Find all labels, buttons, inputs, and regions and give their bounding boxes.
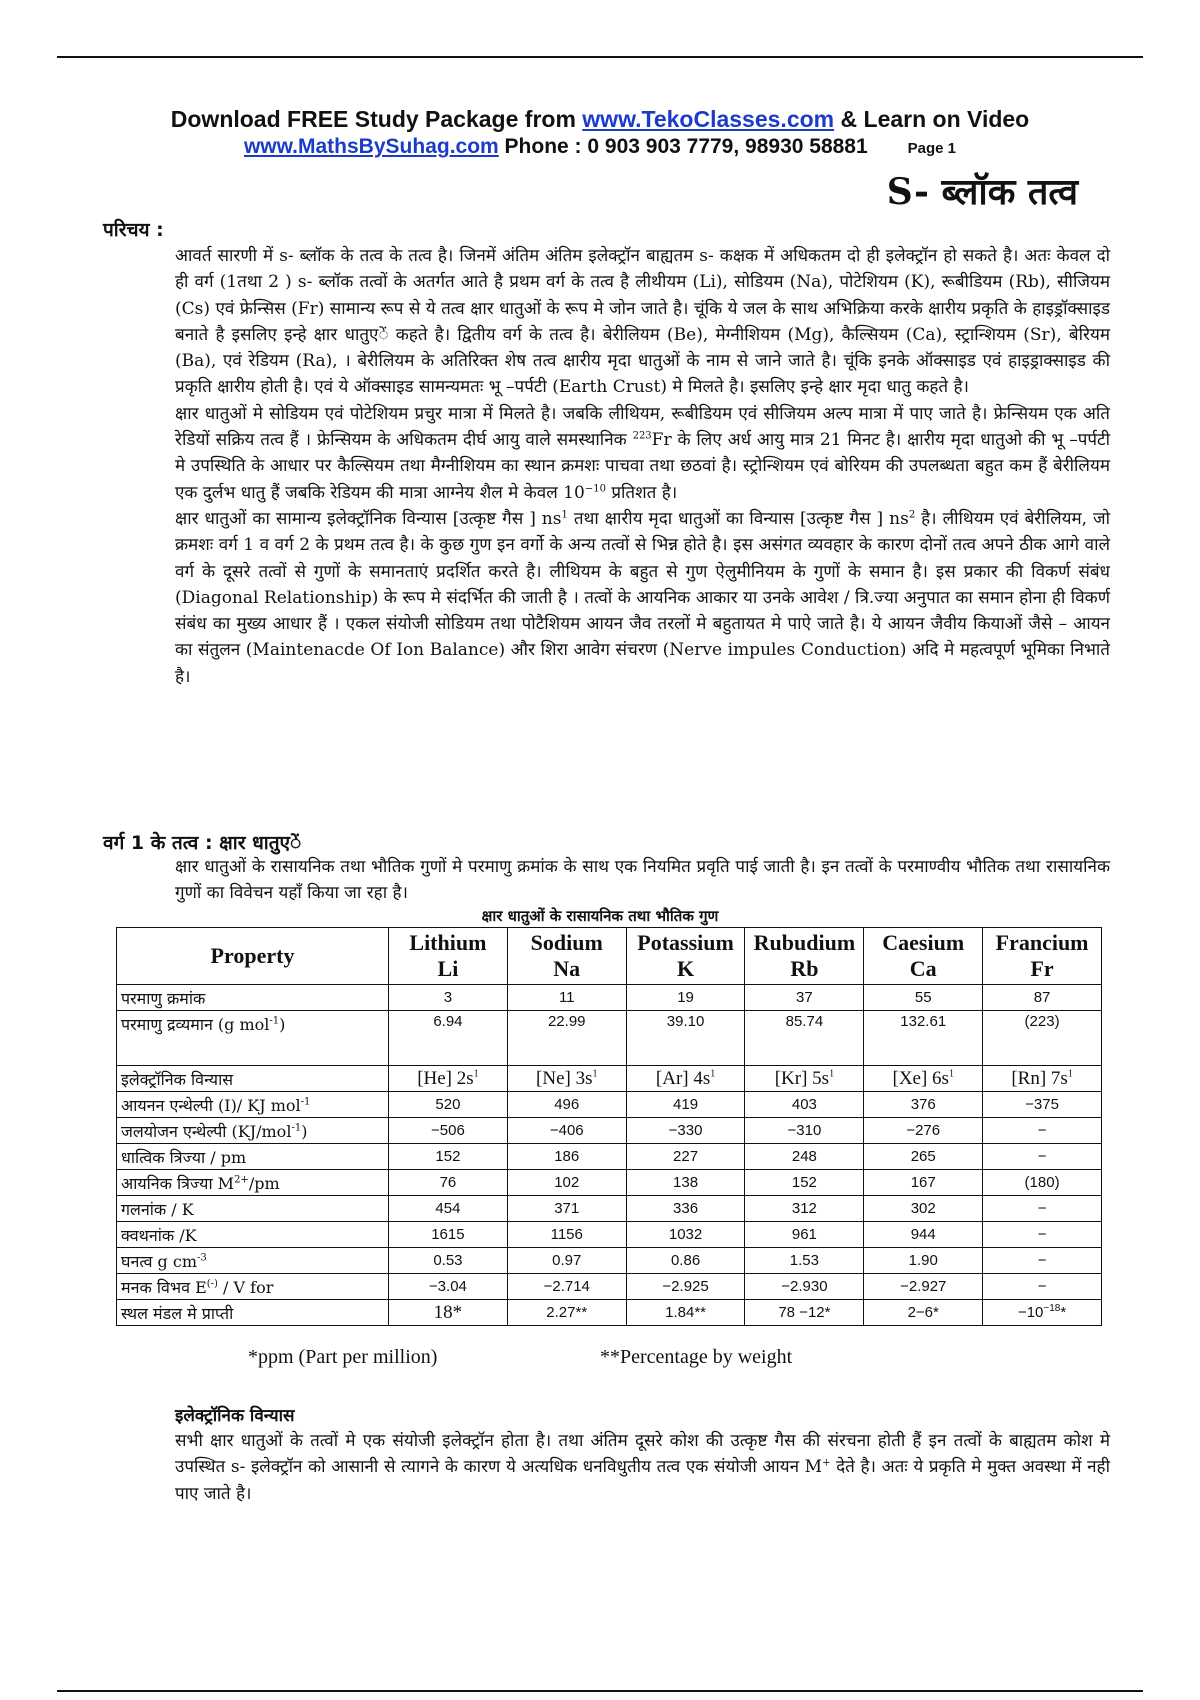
para2-text-a: क्षार धातुओं मे सोडियम एवं पोटेशियम प्रचुर मात्रा में मिलते है। जबकि लीथियम, रूबीडियम एवं सीजियम अल्प मात्रा में पाए जाते है। फ्रेन्सियम एक अति रेडियों सक्रिय तत्व हैं । फ्रेन्सियम के अधिकतम दीर्घ आयु वाले समस्थानिक — [175, 403, 1110, 451]
table-cell — [983, 1144, 1102, 1170]
table-cell — [983, 1066, 1102, 1092]
table-cell — [626, 1092, 745, 1118]
cell-value: 85.74 — [785, 1013, 824, 1030]
cell-value: 22.99 — [547, 1013, 586, 1030]
table-cell — [626, 1222, 745, 1248]
header-line-1 — [0, 106, 1200, 133]
table-cell — [507, 1118, 626, 1144]
table-cell — [864, 1092, 983, 1118]
cell-value: 419 — [673, 1096, 699, 1113]
cell-value: 0.97 — [552, 1252, 582, 1269]
table-cell — [745, 1196, 864, 1222]
para3-text-a: क्षार धातुओं का सामान्य इलेक्ट्रॉनिक विन्यास [उत्कृष्ट गैस ] ns — [175, 508, 562, 529]
header-line-2 — [0, 135, 1200, 159]
table-row — [117, 985, 1102, 1011]
table-cell — [864, 1066, 983, 1092]
cell-value: 87 — [1033, 989, 1051, 1006]
cell-value: 454 — [435, 1200, 461, 1217]
cell-value: 1.90 — [908, 1252, 938, 1269]
tekoclasses-link[interactable]: www.TekoClasses.com — [582, 106, 835, 132]
table-cell — [983, 985, 1102, 1011]
cell-value: [Xe] 6s — [892, 1067, 949, 1089]
mathsbysuhag-link[interactable]: www.MathsBySuhag.com — [243, 135, 499, 158]
table-cell — [983, 1170, 1102, 1196]
table-cell — [389, 1118, 508, 1144]
table-cell — [507, 1300, 626, 1326]
column-name: Rubudium — [753, 930, 856, 955]
cell-superscript: 1 — [473, 1068, 479, 1080]
property-label — [117, 1248, 389, 1274]
page-number: Page 1 — [907, 140, 957, 157]
electronic-config-heading: इलेक्ट्रॉनिक विन्यास — [175, 1406, 295, 1426]
table-cell — [389, 1300, 508, 1326]
table-cell — [983, 1248, 1102, 1274]
column-header — [626, 928, 745, 985]
cell-value: −506 — [431, 1122, 465, 1139]
property-label-superscript: -3 — [197, 1252, 207, 1264]
chapter-title: S- ब्लॉक तत्व — [886, 171, 1078, 213]
property-label-suffix: ) — [301, 1121, 308, 1141]
cell-value: 102 — [554, 1174, 580, 1191]
cell-value: [Rn] 7s — [1011, 1067, 1068, 1089]
cell-value: −330 — [668, 1122, 703, 1139]
property-label-text: मनक विभव E — [121, 1277, 207, 1297]
cell-value: (223) — [1024, 1013, 1060, 1030]
cell-value: −2.714 — [543, 1278, 590, 1295]
isotope-mass: 223 — [632, 430, 652, 442]
cell-value: (180) — [1024, 1174, 1060, 1191]
table-row — [117, 1196, 1102, 1222]
cell-value: 37 — [796, 989, 813, 1006]
table-cell — [389, 1248, 508, 1274]
table-cell — [745, 1066, 864, 1092]
table-cell — [745, 1274, 864, 1300]
property-header: Property — [117, 928, 389, 985]
bottom-rule — [57, 1690, 1143, 1692]
column-header — [983, 928, 1102, 985]
table-cell — [507, 1222, 626, 1248]
cell-value: 302 — [910, 1200, 936, 1217]
cell-superscript: 1 — [1067, 1068, 1073, 1080]
table-row — [117, 1274, 1102, 1300]
table-cell — [626, 1144, 745, 1170]
property-label-superscript: (-) — [206, 1278, 218, 1290]
cell-value: 6.94 — [433, 1013, 463, 1030]
property-label-text: जलयोजन एन्थेल्पी (KJ/mol — [121, 1121, 292, 1141]
property-label-suffix: /pm — [248, 1173, 280, 1193]
property-label — [117, 1274, 389, 1300]
cell-superscript: 1 — [710, 1068, 716, 1080]
column-name: Francium — [995, 930, 1089, 955]
cell-value: 152 — [435, 1148, 461, 1165]
cell-value: −406 — [549, 1122, 584, 1139]
intro-heading: परिचय : — [103, 219, 164, 241]
cell-value: 78 −12* — [778, 1304, 831, 1321]
table-row — [117, 1170, 1102, 1196]
table-cell — [983, 1196, 1102, 1222]
intro-text — [175, 243, 1110, 690]
table-cell — [389, 1066, 508, 1092]
table-body — [117, 985, 1102, 1326]
cell-value: 2−6* — [907, 1304, 939, 1321]
table-cell — [507, 1196, 626, 1222]
table-cell — [626, 1300, 745, 1326]
cell-value: 132.61 — [900, 1013, 947, 1030]
column-symbol: Na — [553, 956, 581, 981]
column-name: Lithium — [409, 930, 487, 955]
table-cell — [507, 1248, 626, 1274]
property-label — [117, 1222, 389, 1248]
cell-superscript: 1 — [948, 1068, 954, 1080]
percent-exponent: −10 — [584, 483, 606, 495]
table-cell — [745, 1092, 864, 1118]
table-cell — [389, 1170, 508, 1196]
alkali-metals-properties-table — [116, 927, 1102, 1326]
table-cell — [745, 1011, 864, 1066]
table-cell — [745, 1300, 864, 1326]
cell-value: −2.930 — [781, 1278, 828, 1295]
property-label-suffix: / V for — [217, 1277, 274, 1297]
cell-value: 403 — [791, 1096, 817, 1113]
table-cell — [864, 1222, 983, 1248]
cell-value: 11 — [558, 989, 575, 1006]
property-label — [117, 985, 389, 1011]
cell-value: 1032 — [668, 1226, 703, 1243]
header-prefix: Download FREE Study Package from — [170, 106, 583, 132]
cell-value: 520 — [435, 1096, 461, 1113]
cell-value: − — [1037, 1122, 1047, 1139]
cell-value: − — [1037, 1226, 1047, 1243]
property-label-text: घनत्व g cm — [121, 1251, 198, 1271]
column-symbol: Fr — [1030, 956, 1054, 981]
table-cell — [626, 1066, 745, 1092]
table-cell — [864, 1274, 983, 1300]
cell-value: − — [1037, 1278, 1047, 1295]
table-cell — [864, 1011, 983, 1066]
property-label-text: परमाणु क्रमांक — [121, 988, 206, 1008]
property-label — [117, 1011, 389, 1066]
group1-heading: वर्ग 1 के तत्व : क्षार धातुएें — [103, 832, 302, 854]
group1-paragraph: क्षार धातुओं के रासायनिक तथा भौतिक गुणों मे परमाणु क्रमांक के साथ एक नियमित प्रवृति पाई जाती है। इन तत्वों के परमाण्वीय भौतिक तथा रासायनिक गुणों का विवेचन यहाँ किया जा रहा है। — [175, 857, 1110, 904]
table-cell — [507, 1274, 626, 1300]
table-row — [117, 1300, 1102, 1326]
cell-value: −310 — [787, 1122, 822, 1139]
cell-value: 336 — [673, 1200, 699, 1217]
property-label — [117, 1300, 389, 1326]
table-row — [117, 1011, 1102, 1066]
table-cell — [745, 1170, 864, 1196]
property-label-superscript: -1 — [291, 1122, 302, 1134]
cell-value: [He] 2s — [417, 1067, 474, 1089]
column-name: Potassium — [637, 930, 734, 955]
table-caption: क्षार धातुओं के रासायनिक तथा भौतिक गुण — [481, 907, 719, 925]
table-cell — [389, 1011, 508, 1066]
table-cell — [626, 1274, 745, 1300]
table-cell — [864, 1144, 983, 1170]
cell-value: 3 — [443, 989, 453, 1006]
cell-value: 961 — [791, 1226, 817, 1243]
table-cell — [507, 985, 626, 1011]
table-cell — [507, 1011, 626, 1066]
cell-value: 0.53 — [433, 1252, 463, 1269]
footnote-weight: **Percentage by weight — [600, 1346, 793, 1368]
cell-value: 0.86 — [670, 1252, 701, 1269]
table-cell — [983, 1092, 1102, 1118]
table-cell — [507, 1170, 626, 1196]
cell-value: 2.27** — [546, 1304, 588, 1321]
table-row — [117, 1118, 1102, 1144]
intro-paragraph-1: आवर्त सारणी में s- ब्लॉक के तत्व के तत्व है। जिनमें अंतिम अंतिम इलेक्ट्रॉन बाह्यतम s- कक्षक में अधिकतम दो ही इलेक्ट्रॉन हो सकते है। अतः केवल दो ही वर्ग (1तथा 2 ) s- ब्लॉक तत्वों के अतर्गत आते है प्रथम वर्ग के तत्व है लीथीयम (Li), सोडियम (Na), पोटेशियम (K), रूबीडियम (Rb), सीजियम (Cs) एवं फ्रेन्सिस (Fr) सामान्य रूप से ये तत्व क्षार धातुओं के रूप मे जोन जाते है। चूंकि ये जल के साथ अभिक्रिया करके क्षारीय प्रकृति के हाइड्रॉक्साइड बनाते है इसलिए इन्हे क्षार धातुएें कहते है। द्वितीय वर्ग के तत्व है। बेरीलियम (Be), मेग्नीशियम (Mg), कैल्सियम (Ca), स्ट्रान्शियम (Sr), बेरियम (Ba), एवं रेडियम (Ra), । बेरीलियम के अतिरिक्त शेष तत्व क्षारीय मृदा धातुओं के नाम से जाने जाते है। चूंकि इनके ऑक्साइड एवं हाइड्राक्साइड की प्रकृति क्षारीय होती है। एवं ये ऑक्साइड सामन्यमतः भू –पर्पटी (Earth Crust) मे मिलते है। इसलिए इन्हे क्षार मृदा धातु कहते है। — [175, 246, 1110, 398]
para2-text-b: Fr के लिए अर्ध आयु मात्र 21 मिनट है। क्षारीय मृदा धातुओ की भू –पर्पटी मे उपस्थिति के आधार पर कैल्सियम तथा मैग्नीशियम का स्थान क्रमशः पाचवा तथा छठवां है। स्ट्रोन्शियम एवं बोरियम की उपलब्धता बहुत कम हैं बेरीलियम एक दुर्लभ धातु हैं जबकि रेडियम की मात्रा आग्नेय शैल मे केवल 10 — [175, 430, 1110, 503]
table-cell — [745, 985, 864, 1011]
property-label — [117, 1170, 389, 1196]
cell-value: 167 — [910, 1174, 936, 1191]
table-cell — [864, 985, 983, 1011]
property-label-text: गलनांक / K — [121, 1199, 194, 1219]
cell-value: −276 — [906, 1122, 941, 1139]
property-label-text: क्वथनांक /K — [121, 1225, 197, 1245]
cell-value: 19 — [677, 989, 694, 1006]
table-row — [117, 1092, 1102, 1118]
cell-value: 39.10 — [666, 1013, 705, 1030]
table-cell — [389, 1144, 508, 1170]
table-cell — [626, 1196, 745, 1222]
cell-value: [Ne] 3s — [536, 1067, 593, 1089]
cell-value: 944 — [910, 1226, 936, 1243]
property-label — [117, 1092, 389, 1118]
table-cell — [389, 1222, 508, 1248]
table-cell — [626, 1011, 745, 1066]
cell-value: −2.925 — [662, 1278, 709, 1295]
ion-charge: + — [822, 1457, 831, 1469]
column-header — [507, 928, 626, 985]
table-cell — [745, 1118, 864, 1144]
property-label-superscript: -1 — [269, 1015, 280, 1027]
property-label-text: परमाणु द्रव्यमान (g mol — [121, 1015, 270, 1034]
cell-value: 138 — [673, 1174, 699, 1191]
property-label — [117, 1196, 389, 1222]
cell-value: 312 — [791, 1200, 817, 1217]
column-name: Sodium — [530, 930, 603, 955]
para3-text-c: है। लीथियम एवं बेरीलियम, जो क्रमशः वर्ग 1 व वर्ग 2 के प्रथम तत्व है। के कुछ गुण इन वर्गो के अन्य तत्वों से भिन्न होते है। इस असंगत व्यवहार के कारण दोनों तत्व अपने ठीक आगे वाले वर्ग के दूसरे तत्वों से गुणों के समानताएं प्रदर्शित करते है। लीथियम के बहुत से गुण ऐलुमीनियम के गुणों के समान है। इस प्रकार की विकर्ण संबंध (Diagonal Relationship) के रूप मे संदर्भित की जाती है । तत्वों के आयनिक आकार या उनके आवेश / त्रि.ज्या अनुपात का समान होना ही विकर्ण संबंध का मुख्य आधार हैं । एकल संयोजी सोडियम तथा पोटैशियम आयन जैव तरलों मे बहुतायत मे पाऐ जाते है। ये आयन जैवीय कियाओं जैसे – आयन का संतुलन (Maintenacde Of Ion Balance) और शिरा आवेग संचरण (Nerve impules Conduction) अदि मे महत्वपूर्ण भूमिका निभाते है। — [175, 508, 1111, 687]
property-label — [117, 1118, 389, 1144]
table-cell — [626, 1118, 745, 1144]
table-cell — [864, 1118, 983, 1144]
cell-value: −375 — [1025, 1096, 1059, 1113]
cell-value: [Kr] 5s — [774, 1067, 830, 1089]
column-symbol: Li — [437, 956, 459, 981]
column-name: Caesium — [882, 930, 965, 955]
table-cell — [864, 1248, 983, 1274]
cell-value: −10 — [1017, 1304, 1044, 1321]
property-label-suffix: ) — [279, 1015, 286, 1034]
property-label-text: आयनिक त्रिज्या M — [121, 1173, 235, 1193]
cell-suffix: * — [1060, 1304, 1067, 1321]
table-row — [117, 1222, 1102, 1248]
table-cell — [389, 985, 508, 1011]
cell-value: 496 — [554, 1096, 580, 1113]
cell-value: 227 — [673, 1148, 699, 1165]
table-cell — [864, 1196, 983, 1222]
column-symbol: Ca — [909, 956, 937, 981]
cell-value: 55 — [914, 989, 932, 1006]
top-rule — [57, 56, 1143, 58]
intro-paragraph-3 — [175, 506, 1110, 690]
cell-value: 152 — [791, 1174, 817, 1191]
table-cell — [864, 1170, 983, 1196]
cell-value: 1.53 — [789, 1252, 819, 1269]
table-cell — [389, 1274, 508, 1300]
cell-value: 18* — [433, 1301, 463, 1323]
cell-superscript: 1 — [829, 1068, 835, 1080]
table-cell — [389, 1196, 508, 1222]
cell-value: 186 — [554, 1148, 580, 1165]
table-cell — [983, 1222, 1102, 1248]
table-header-row — [117, 928, 1102, 985]
ns2-superscript: 2 — [908, 509, 916, 521]
table-cell — [983, 1300, 1102, 1326]
cell-value: − — [1037, 1252, 1047, 1269]
table-cell — [626, 1170, 745, 1196]
table-cell — [507, 1092, 626, 1118]
property-label-superscript: 2+ — [234, 1174, 249, 1186]
para3-text-b: तथा क्षारीय मृदा धातुओं का विन्यास [उत्कृष्ट गैस ] ns — [567, 508, 909, 529]
table-cell — [626, 1248, 745, 1274]
table-row — [117, 1248, 1102, 1274]
header-suffix: & Learn on Video — [834, 106, 1030, 132]
table-cell — [507, 1144, 626, 1170]
column-symbol: K — [677, 956, 695, 981]
electronic-text-b: देते है। अतः ये प्रकृति मे मुक्त अवस्था में नही पाए जाते है। — [175, 1457, 1110, 1504]
column-header — [389, 928, 508, 985]
column-header — [745, 928, 864, 985]
cell-value: − — [1037, 1148, 1047, 1165]
property-label — [117, 1066, 389, 1092]
table-cell — [745, 1248, 864, 1274]
table-cell — [626, 985, 745, 1011]
cell-value: 1615 — [431, 1226, 465, 1243]
table-cell — [507, 1066, 626, 1092]
cell-value: 1156 — [550, 1226, 583, 1243]
table-cell — [389, 1092, 508, 1118]
electronic-config-paragraph — [175, 1428, 1110, 1507]
table-cell — [745, 1144, 864, 1170]
property-label-text: आयनन एन्थेल्पी (I)/ KJ mol — [121, 1095, 301, 1115]
para2-text-c: प्रतिशत है। — [605, 482, 678, 503]
cell-superscript: −18 — [1043, 1303, 1061, 1314]
table-row — [117, 1144, 1102, 1170]
table-cell — [864, 1300, 983, 1326]
table-row — [117, 1066, 1102, 1092]
cell-value: −2.927 — [900, 1278, 947, 1295]
intro-paragraph-2 — [175, 401, 1110, 506]
cell-value: 248 — [791, 1148, 817, 1165]
cell-value: 1.84** — [665, 1304, 706, 1321]
ns1-superscript: 1 — [561, 509, 568, 521]
cell-superscript: 1 — [592, 1068, 598, 1080]
column-symbol: Rb — [790, 956, 819, 981]
table-cell — [745, 1222, 864, 1248]
cell-value: − — [1037, 1200, 1047, 1217]
cell-value: 76 — [439, 1174, 457, 1191]
cell-value: 376 — [910, 1096, 936, 1113]
cell-value: −3.04 — [428, 1278, 467, 1295]
property-label — [117, 1144, 389, 1170]
column-header — [864, 928, 983, 985]
table-cell — [983, 1274, 1102, 1300]
cell-value: 265 — [910, 1148, 936, 1165]
header-phone: Phone : 0 903 903 7779, 98930 58881 — [498, 135, 868, 158]
property-label-superscript: -1 — [300, 1096, 311, 1108]
cell-value: 371 — [554, 1200, 580, 1217]
property-label-text: इलेक्ट्रॉनिक विन्यास — [121, 1069, 234, 1089]
electronic-text-a: सभी क्षार धातुओं के तत्वों मे एक संयोजी इलेक्ट्रॉन होता है। तथा अंतिम दूसरे कोश की उत्कृष्ट गैस की संरचना होती हैं इन तत्वों के बाह्यतम कोश मे उपस्थित s- इलेक्ट्रॉन को आसानी से त्यागने के कारण ये अत्यधिक धनविधुतीय तत्व एक संयोजी आयन M — [175, 1431, 1110, 1478]
property-label-text: स्थल मंडल मे प्राप्ती — [121, 1303, 234, 1323]
cell-value: [Ar] 4s — [655, 1067, 711, 1089]
table-cell — [983, 1011, 1102, 1066]
property-label-text: धात्विक त्रिज्या / pm — [121, 1147, 247, 1167]
table-cell — [983, 1118, 1102, 1144]
footnote-ppm: *ppm (Part per million) — [248, 1346, 438, 1368]
